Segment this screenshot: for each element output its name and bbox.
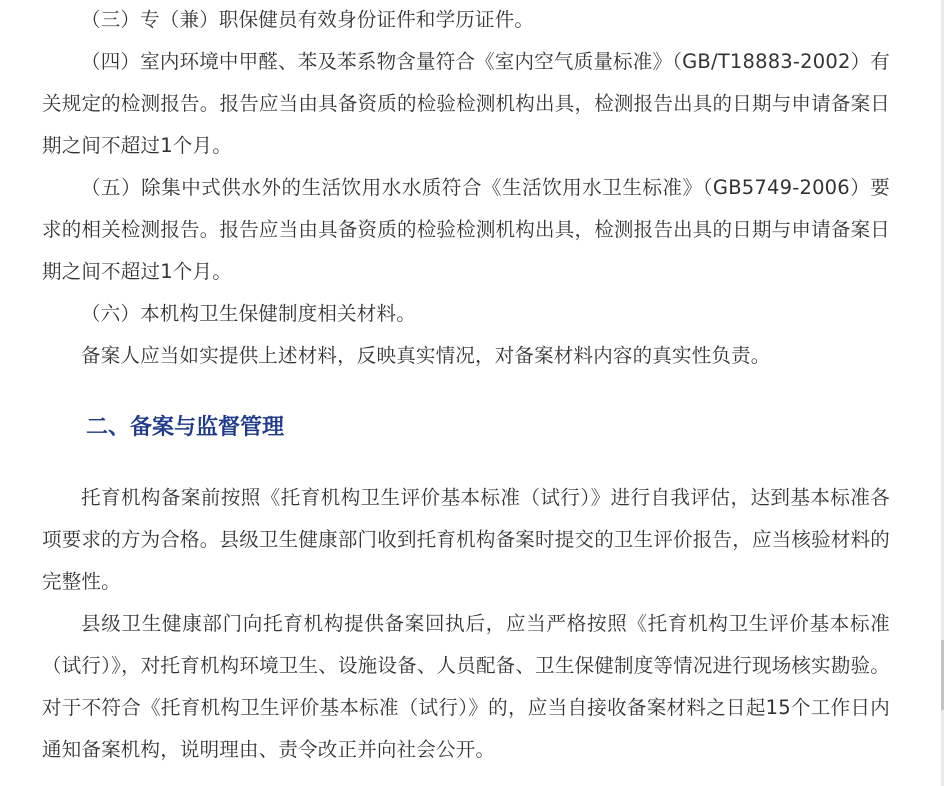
article-body [42, 0, 890, 771]
paragraph-item-4: （四）室内环境中甲醛、苯及苯系物含量符合《室内空气质量标准》（GB/T18883-2002）有关规定的检测报告。报告应当由具备资质的检验检测机构出具，检测报告出具的日期与申请备案日期之间不超过1个月。 [42, 50, 890, 157]
paragraph-responsibility: 备案人应当如实提供上述材料，反映真实情况，对备案材料内容的真实性负责。 [81, 344, 771, 367]
paragraph-item-6: （六）本机构卫生保健制度相关材料。 [81, 302, 416, 325]
paragraph-item-3: （三）专（兼）职保健员有效身份证件和学历证件。 [81, 8, 535, 31]
paragraph-self-assessment: 托育机构备案前按照《托育机构卫生评价基本标准（试行）》进行自我评估，达到基本标准各项要求的方为合格。县级卫生健康部门收到托育机构备案时提交的卫生评价报告，应当核验材料的完整性。 [42, 486, 890, 593]
section-heading: 二、备案与监督管理 [86, 415, 285, 440]
paragraph-inspection: 县级卫生健康部门向托育机构提供备案回执后，应当严格按照《托育机构卫生评价基本标准（试行）》，对托育机构环境卫生、设施设备、人员配备、卫生保健制度等情况进行现场核实勘验。对于不符合《托育机构卫生评价基本标准（试行）》的，应当自接收备案材料之日起15个工作日内通知备案机构，说明理由、责令改正并向社会公开。 [42, 612, 890, 761]
paragraph-item-5: （五）除集中式供水外的生活饮用水水质符合《生活饮用水卫生标准》（GB5749-2006）要求的相关检测报告。报告应当由具备资质的检验检测机构出具，检测报告出具的日期与申请备案日期之间不超过1个月。 [42, 176, 890, 283]
